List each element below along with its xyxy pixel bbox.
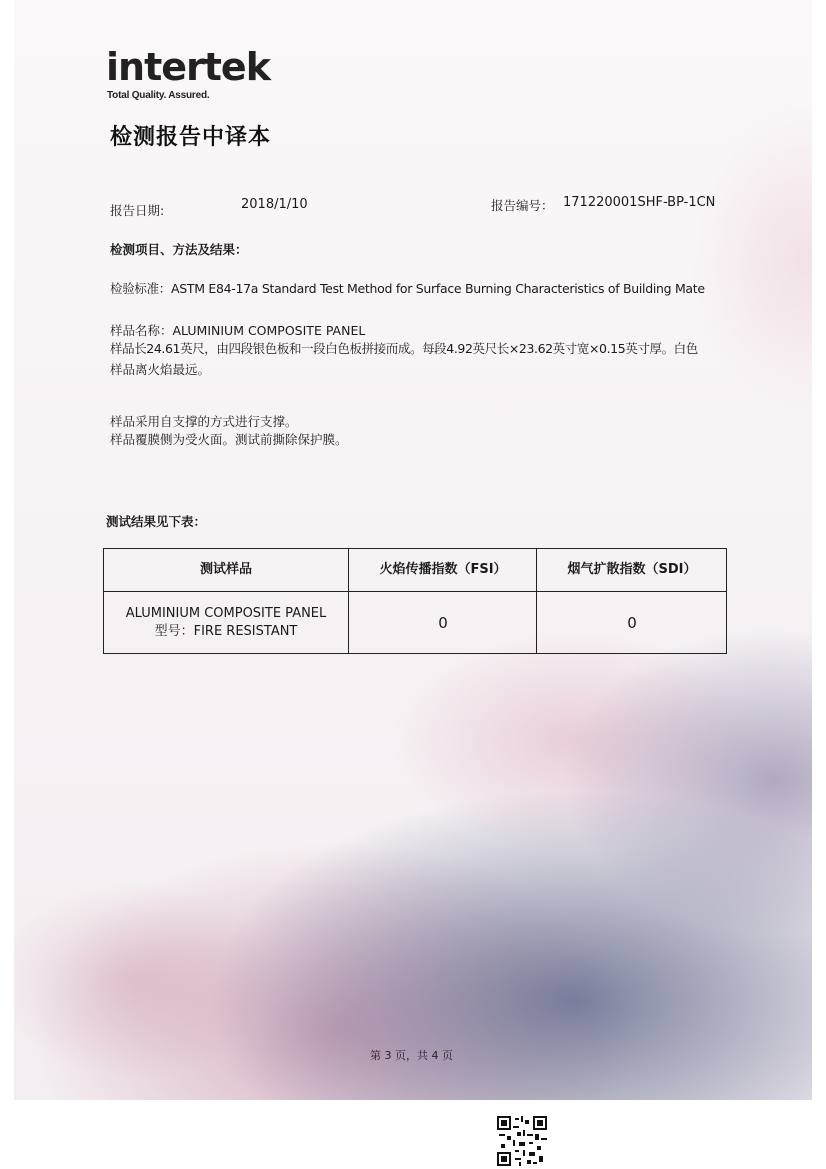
report-date-label: 报告日期: [110,203,165,218]
sample-description-line-1: 样品长24.61英尺，由四段银色板和一段白色板拼接而成。每段4.92英尺长×23.62英寸宽×0.15英寸厚。白色 [110,341,698,356]
results-table [103,548,727,654]
header-test-sample: 测试样品 [199,562,252,577]
column-divider [536,549,537,653]
fsi-value-cell: 0 [438,614,448,632]
header-fsi: 火焰传播指数（FSI） [379,562,507,577]
standard-line: 检验标准：ASTM E84-17a Standard Test Method for Surface Burning Characteristics of Building Mate [110,281,705,296]
sample-model-cell: 型号：FIRE RESISTANT [154,624,298,639]
document-title: 检测报告中译本 [110,125,272,150]
intertek-logo: intertek [106,45,270,89]
report-number-value: 171220001SHF-BP-1CN [563,195,716,210]
results-heading: 测试结果见下表： [106,514,207,529]
section-heading: 检测项目、方法及结果： [110,242,248,257]
header-sdi: 烟气扩散指数（SDI） [567,562,697,577]
qr-code-icon [497,1116,547,1166]
report-date-value: 2018/1/10 [241,197,308,212]
page-number: 第 3 页，共 4 页 [370,1049,453,1062]
sdi-value-cell: 0 [627,614,637,632]
sample-name-line: 样品名称：ALUMINIUM COMPOSITE PANEL [110,323,366,338]
sample-description-line-2: 样品离火焰最远。 [110,362,211,377]
logo-tagline: Total Quality. Assured. [107,90,210,101]
report-number-label: 报告编号： [491,198,554,213]
support-line: 样品采用自支撑的方式进行支撑。 [110,414,298,429]
column-divider [348,549,349,653]
exposure-line: 样品覆膜侧为受火面。测试前撕除保护膜。 [110,432,348,447]
document-page [14,0,812,1100]
table-row [104,593,348,653]
sample-name-cell: ALUMINIUM COMPOSITE PANEL [125,606,327,621]
